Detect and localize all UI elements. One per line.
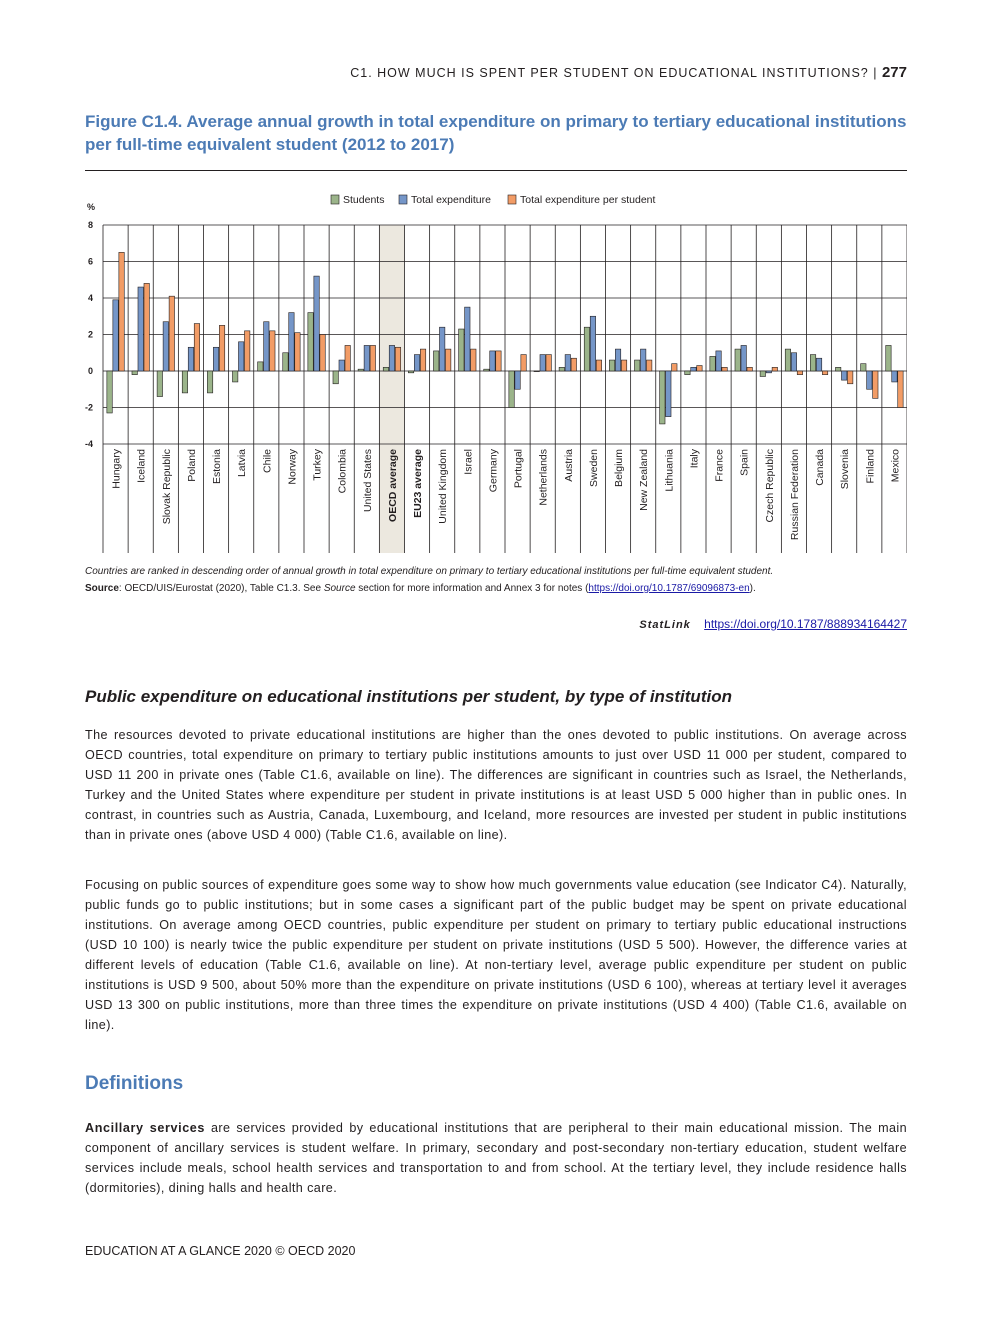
paragraph-2: Focusing on public sources of expenditure goes some way to show how much governments value education (see Indicator C4). Naturally, public funds go to public institutions; but in some cases a significant part of the public budget may be spent on private educational institutions. On average among OECD countries, public expenditure per student on primary to tertiary public educational instructions (USD 10 100) is nearly twice the public expenditure per student on private institutions (USD 5 500). However, the difference varies at different levels of education (Table C1.6, available on line). At non-tertiary level, average public expenditure per student on public institutions is USD 9 500, about 50% more than the expenditure on private institutions (USD 6 100), whereas at tertiary level it averages USD 13 300 on public institutions, more than three times the expenditure on private institutions (USD 4 400) (Table C1.6, available on line). <box>85 878 907 1032</box>
source-text-2: section for more information and Annex 3 for notes ( <box>355 583 589 594</box>
running-head <box>85 64 907 81</box>
y-tick-label: 4 <box>87 293 93 303</box>
category-label: Israel <box>462 449 475 475</box>
category-label: Colombia <box>336 449 349 494</box>
category-label: Estonia <box>211 449 224 485</box>
bar-total-expenditure <box>163 322 168 371</box>
bar-students <box>308 313 313 371</box>
category-label: Belgium <box>613 449 626 487</box>
bar-total-expenditure-per-student <box>722 367 727 371</box>
bar-students <box>333 371 338 384</box>
statlink-logo: StatLink <box>639 619 691 631</box>
bar-students <box>433 351 438 371</box>
category-label: Finland <box>864 449 877 484</box>
category-label: Iceland <box>135 449 148 483</box>
section-title: Public expenditure on educational institutions per student, by type of institution <box>85 687 732 706</box>
bar-total-expenditure <box>816 358 821 371</box>
legend-swatch <box>508 195 516 204</box>
bar-total-expenditure-per-student <box>345 345 350 371</box>
figure-title: Figure C1.4. Average annual growth in total expenditure on primary to tertiary educational institutions per full-time equivalent student (2012 to 2017) <box>85 112 907 154</box>
bar-students <box>559 367 564 371</box>
category-label: Sweden <box>587 449 600 487</box>
bar-students <box>609 360 614 371</box>
category-label: Chile <box>261 449 274 473</box>
bar-total-expenditure <box>766 371 771 373</box>
bar-total-expenditure-per-student <box>219 325 224 371</box>
bar-students <box>459 329 464 371</box>
bar-total-expenditure <box>892 371 897 382</box>
bar-total-expenditure-per-student <box>119 252 124 371</box>
bar-students <box>232 371 237 382</box>
bar-total-expenditure <box>339 360 344 371</box>
y-tick-label: 0 <box>87 366 93 376</box>
bar-total-expenditure <box>264 322 269 371</box>
bar-students <box>383 367 388 371</box>
category-label: Lithuania <box>663 449 676 492</box>
y-tick-label: -4 <box>85 439 93 449</box>
bar-chart <box>85 188 907 558</box>
bar-students <box>685 371 690 375</box>
bar-total-expenditure-per-student <box>697 366 702 371</box>
category-label: Netherlands <box>537 449 550 506</box>
bar-total-expenditure <box>841 371 846 380</box>
category-label: Canada <box>814 449 827 486</box>
bar-students <box>132 371 137 375</box>
category-label: Mexico <box>889 449 902 483</box>
bar-total-expenditure-per-student <box>471 349 476 371</box>
category-label: Portugal <box>512 449 525 489</box>
bar-students <box>157 371 162 397</box>
bar-total-expenditure <box>515 371 520 389</box>
bar-students <box>283 353 288 371</box>
bar-total-expenditure <box>540 355 545 371</box>
bar-total-expenditure-per-student <box>270 331 275 371</box>
figure-source <box>85 583 907 594</box>
bar-total-expenditure <box>414 355 419 371</box>
bar-total-expenditure <box>213 347 218 371</box>
bar-total-expenditure-per-student <box>395 347 400 371</box>
category-label: Czech Republic <box>763 449 776 523</box>
source-text-1: : OECD/UIS/Eurostat (2020), Table C1.3. See <box>118 583 324 594</box>
category-label: Slovak Republic <box>160 449 173 525</box>
bar-total-expenditure-per-student <box>496 351 501 371</box>
source-text-3: ). <box>749 583 756 594</box>
bar-total-expenditure-per-student <box>521 355 526 371</box>
bar-total-expenditure <box>666 371 671 417</box>
bar-students <box>710 356 715 371</box>
bar-total-expenditure-per-student <box>646 360 651 371</box>
bar-total-expenditure <box>741 345 746 371</box>
bar-total-expenditure-per-student <box>571 358 576 371</box>
category-label: United States <box>361 449 374 513</box>
category-label: Austria <box>562 449 575 482</box>
bar-students <box>861 364 866 371</box>
category-label: Norway <box>286 449 299 485</box>
bar-students <box>358 369 363 371</box>
bar-students <box>634 360 639 371</box>
figure-note: Countries are ranked in descending order of annual growth in total expenditure on primary to tertiary educational institutions per full-time equivalent student. <box>85 566 774 577</box>
bar-total-expenditure-per-student <box>797 371 802 375</box>
category-label: Poland <box>185 449 198 482</box>
bar-students <box>835 367 840 371</box>
legend-swatch <box>331 195 339 204</box>
source-label: Source <box>85 583 119 594</box>
legend-swatch <box>399 195 407 204</box>
y-tick-label: 8 <box>87 220 93 230</box>
bar-total-expenditure <box>640 349 645 371</box>
title-rule <box>85 170 907 171</box>
bar-students <box>660 371 665 424</box>
category-label: Spain <box>738 449 751 476</box>
legend-label: Total expenditure <box>411 194 491 206</box>
bar-total-expenditure-per-student <box>822 371 827 375</box>
bar-total-expenditure-per-student <box>244 331 249 371</box>
bar-total-expenditure-per-student <box>898 371 903 408</box>
running-head-separator: | <box>873 66 878 80</box>
bar-students <box>760 371 765 376</box>
bar-total-expenditure-per-student <box>873 371 878 398</box>
bar-students <box>534 371 539 372</box>
bar-students <box>107 371 112 413</box>
y-axis-label: % <box>87 202 96 212</box>
bar-students <box>207 371 212 393</box>
bar-total-expenditure <box>691 367 696 371</box>
category-label: France <box>713 449 726 482</box>
category-label: Hungary <box>110 449 123 489</box>
bar-students <box>886 345 891 371</box>
chart-legend <box>331 194 656 206</box>
statlink-url[interactable]: https://doi.org/10.1787/888934164427 <box>704 617 907 631</box>
page-footer: EDUCATION AT A GLANCE 2020 © OECD 2020 <box>85 1244 356 1258</box>
page-number: 277 <box>881 64 907 81</box>
bar-total-expenditure-per-student <box>621 360 626 371</box>
y-tick-label: -2 <box>85 402 93 413</box>
bar-total-expenditure-per-student <box>672 364 677 371</box>
bar-total-expenditure-per-student <box>295 333 300 371</box>
bar-students <box>584 327 589 371</box>
paragraph-definition <box>85 1118 907 1198</box>
bar-total-expenditure <box>791 353 796 371</box>
category-label: EU23 average <box>412 449 425 518</box>
definitions-title: Definitions <box>85 1073 184 1094</box>
category-label: Latvia <box>236 449 249 478</box>
bar-total-expenditure-per-student <box>546 355 551 371</box>
bar-total-expenditure <box>289 313 294 371</box>
bar-students <box>735 349 740 371</box>
bar-students <box>182 371 187 393</box>
category-label: New Zealand <box>638 449 651 511</box>
plot-area <box>85 220 907 553</box>
category-label: Slovenia <box>839 449 852 490</box>
bar-total-expenditure-per-student <box>445 349 450 371</box>
bar-total-expenditure-per-student <box>370 345 375 371</box>
bar-students <box>484 369 489 371</box>
bar-total-expenditure-per-student <box>420 349 425 371</box>
definition-text: are services provided by educational institutions that are peripheral to their main educational mission. The main component of ancillary services is student welfare. In primary, secondary and post-secondary non-tertiary education, student welfare services include meals, school health services and transportation to and from school. At the tertiary level, they include residence halls (dormitories), dining halls and health care. <box>85 1121 907 1195</box>
bar-total-expenditure <box>490 351 495 371</box>
definition-term: Ancillary services <box>85 1121 206 1135</box>
source-link[interactable]: https://doi.org/10.1787/69096873-en <box>588 583 750 594</box>
bar-total-expenditure-per-student <box>747 367 752 371</box>
bar-total-expenditure <box>716 351 721 371</box>
bar-total-expenditure-per-student <box>772 367 777 371</box>
category-label: OECD average <box>386 449 399 522</box>
statlink <box>485 617 907 631</box>
bar-total-expenditure <box>188 347 193 371</box>
paragraph-1: The resources devoted to private educational institutions are higher than the ones devoted to public institutions. On average across OECD countries, total expenditure on primary to tertiary public institutions amounts to just over USD 11 000 per student, compared to USD 11 200 in private ones (Table C1.6, available on line). The differences are significant in countries such as Israel, the Netherlands, Turkey and the United States where expenditure per student in private institutions is at least USD 5 000 higher than in public ones. In contrast, in countries such as Austria, Canada, Luxembourg, and Iceland, more resources are invested per student in public institutions than in private ones (above USD 4 000) (Table C1.6, available on line). <box>85 728 907 842</box>
bar-total-expenditure <box>238 342 243 371</box>
category-label: Italy <box>688 449 701 469</box>
bar-total-expenditure <box>867 371 872 389</box>
bar-total-expenditure-per-student <box>320 335 325 372</box>
category-label: United Kingdom <box>437 449 450 524</box>
bar-total-expenditure <box>389 345 394 371</box>
bar-total-expenditure <box>590 316 595 371</box>
bar-total-expenditure-per-student <box>847 371 852 384</box>
bar-total-expenditure <box>113 300 118 371</box>
y-tick-label: 6 <box>87 256 93 267</box>
bar-total-expenditure <box>314 276 319 371</box>
bar-students <box>408 371 413 373</box>
y-tick-label: 2 <box>87 329 93 340</box>
bar-students <box>509 371 514 408</box>
bar-total-expenditure-per-student <box>596 360 601 371</box>
bar-total-expenditure <box>565 355 570 371</box>
category-label: Russian Federation <box>788 449 801 541</box>
bar-total-expenditure-per-student <box>169 296 174 371</box>
bar-students <box>258 362 263 371</box>
source-italic: Source <box>323 583 356 594</box>
category-label: Germany <box>487 449 500 493</box>
bar-students <box>785 349 790 371</box>
category-label: Turkey <box>311 449 324 481</box>
bar-total-expenditure <box>465 307 470 371</box>
bar-students <box>810 355 815 371</box>
bar-total-expenditure <box>138 287 143 371</box>
bar-total-expenditure <box>615 349 620 371</box>
bar-total-expenditure <box>364 345 369 371</box>
bar-total-expenditure <box>439 327 444 371</box>
bar-total-expenditure-per-student <box>144 283 149 371</box>
legend-label: Students <box>343 194 385 206</box>
running-head-text: C1. HOW MUCH IS SPENT PER STUDENT ON EDUCATIONAL INSTITUTIONS? <box>350 66 869 80</box>
legend-label: Total expenditure per student <box>520 194 656 206</box>
bar-total-expenditure-per-student <box>194 324 199 371</box>
